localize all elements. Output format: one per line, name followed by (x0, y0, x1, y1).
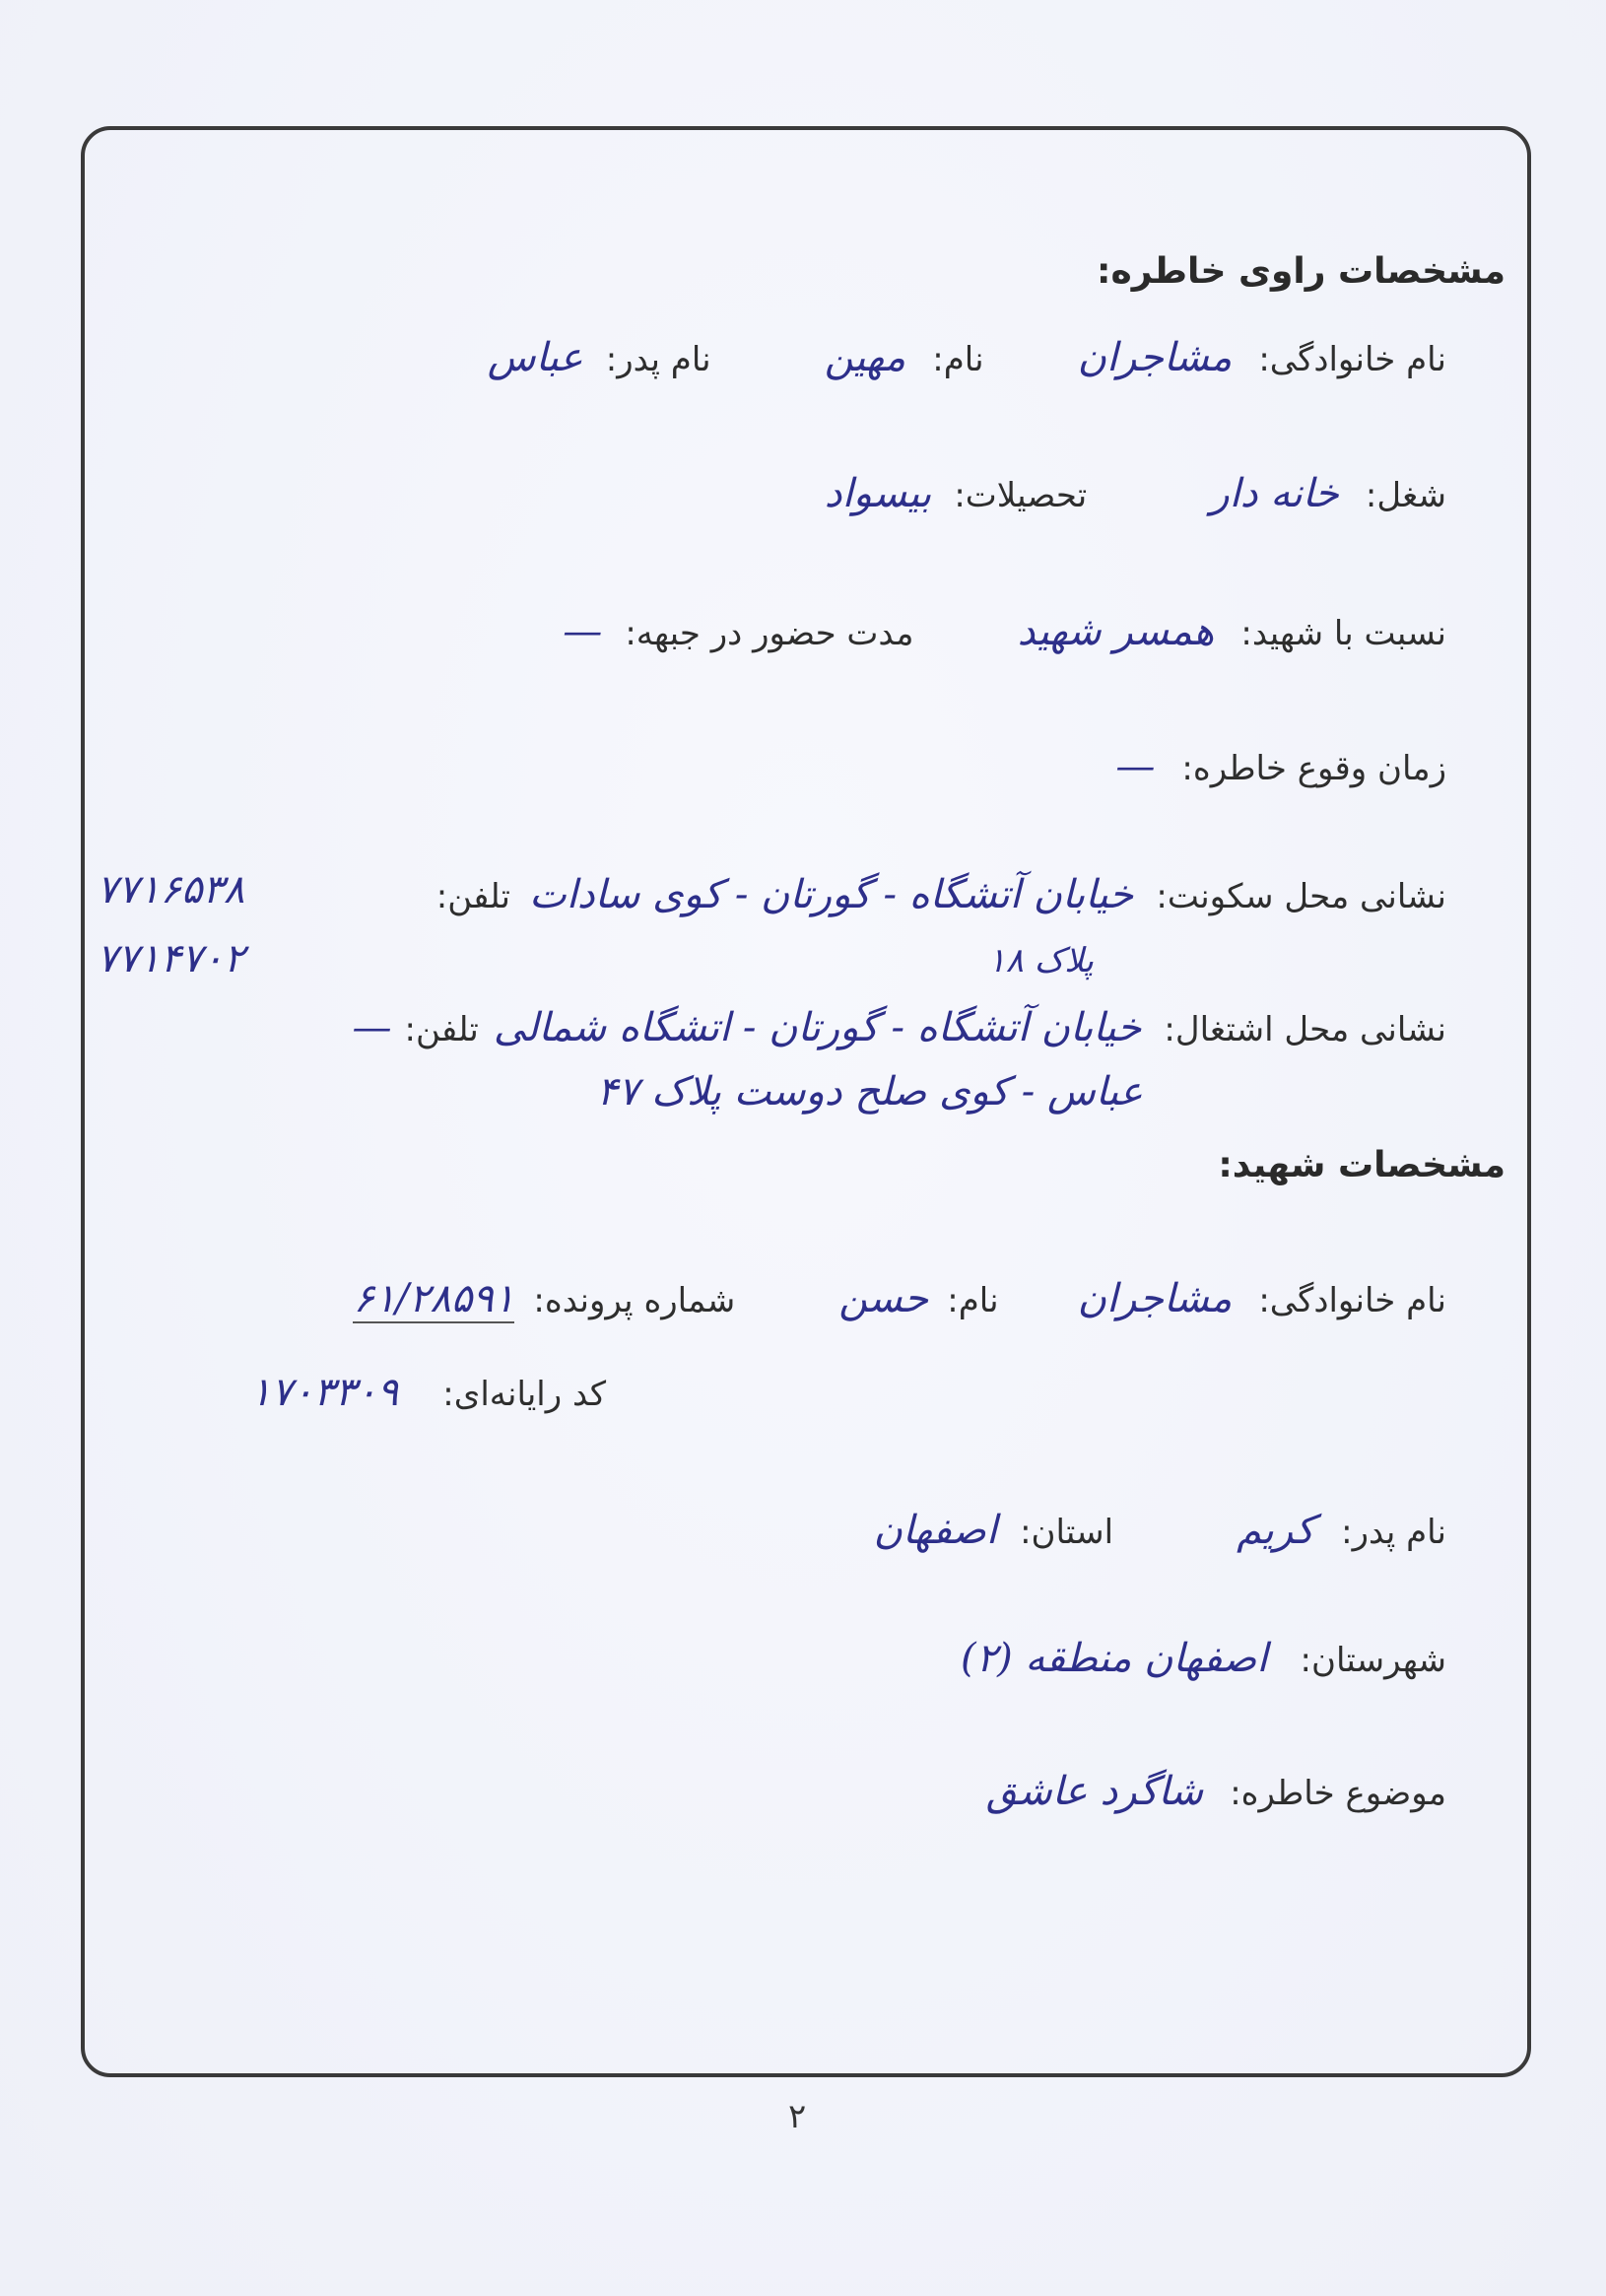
narrator-name-label: نام: (932, 340, 984, 379)
martyr-province-value: اصفهان (873, 1508, 997, 1553)
narrator-relation-row (563, 609, 1446, 654)
martyr-name-label: نام: (947, 1281, 999, 1320)
narrator-duration-value: — (563, 609, 603, 654)
martyr-file-label: شماره پرونده: (533, 1281, 736, 1320)
martyr-file-value: ۶۱/۲۸۵۹۱ (353, 1276, 515, 1321)
martyr-name-value: حسن (838, 1276, 929, 1321)
narrator-name-value: مهین (824, 335, 906, 380)
narrator-education-label: تحصیلات: (954, 476, 1088, 515)
narrator-job-label: شغل: (1365, 476, 1446, 515)
narrator-home-value-line2: پلاک ۱۸ (987, 941, 1094, 980)
martyr-family-label: نام خانوادگی: (1258, 1281, 1446, 1320)
narrator-father-label: نام پدر: (605, 340, 711, 379)
narrator-job-value: خانه دار (1210, 471, 1339, 516)
martyr-topic-row (986, 1769, 1446, 1814)
narrator-home-label: نشانی محل سکونت: (1156, 877, 1446, 916)
narrator-home-phone-label: تلفن: (435, 877, 510, 916)
narrator-duration-label: مدت حضور در جبهه: (625, 614, 914, 653)
narrator-education-value: بیسواد (824, 471, 932, 516)
narrator-time-label: زمان وقوع خاطره: (1181, 749, 1446, 788)
page-number: ۲ (788, 2097, 807, 2136)
martyr-city-value: اصفهان منطقه (۲) (961, 1636, 1268, 1681)
martyr-topic-label: موضوع خاطره: (1230, 1774, 1446, 1813)
martyr-city-label: شهرستان: (1300, 1641, 1446, 1680)
narrator-work-label: نشانی محل اشتغال: (1164, 1010, 1446, 1049)
martyr-family-row (353, 1276, 1446, 1321)
narrator-work-value: خیابان آتشگاه - گورتان - اتشگاه شمالی (493, 1005, 1142, 1050)
narrator-home-value: خیابان آتشگاه - گورتان - کوی سادات (529, 872, 1134, 917)
martyr-province-label: استان: (1020, 1513, 1114, 1552)
narrator-time-row (1115, 744, 1446, 789)
narrator-home-phone-1: ۷۷۱۶۵۳۸ (97, 867, 245, 912)
martyr-code-value: ۱۷۰۳۳۰۹ (249, 1370, 399, 1415)
martyr-father-label: نام پدر: (1341, 1513, 1446, 1552)
narrator-work-value-line2: عباس - کوی صلح دوست پلاک ۴۷ (596, 1069, 1143, 1114)
narrator-father-value: عباس (487, 335, 583, 380)
martyr-father-value: کریم (1237, 1508, 1315, 1553)
narrator-heading: مشخصات راوی خاطره: (1097, 251, 1506, 292)
martyr-family-value: مشاجران (1077, 1276, 1233, 1321)
narrator-family-label: نام خانوادگی: (1258, 340, 1446, 379)
narrator-relation-value: همسر شهید (1017, 609, 1215, 654)
narrator-family-row (488, 335, 1446, 380)
narrator-home-row (436, 872, 1446, 917)
narrator-work-phone-value: — (352, 1005, 392, 1050)
martyr-heading: مشخصات شهید: (1218, 1145, 1506, 1185)
martyr-city-row (961, 1636, 1446, 1681)
narrator-time-value: — (1115, 744, 1156, 789)
narrator-home-phone-2: ۷۷۱۴۷۰۲ (97, 936, 245, 981)
martyr-father-row (874, 1508, 1446, 1553)
martyr-code-row (250, 1370, 606, 1415)
narrator-work-phone-label: تلفن: (404, 1010, 479, 1049)
martyr-code-label: کد رایانه‌ای: (442, 1375, 606, 1414)
narrator-job-row (825, 471, 1446, 516)
narrator-relation-label: نسبت با شهید: (1240, 614, 1446, 653)
martyr-topic-value: شاگرد عاشق (985, 1769, 1204, 1814)
narrator-work-row (352, 1005, 1446, 1050)
narrator-family-value: مشاجران (1077, 335, 1233, 380)
